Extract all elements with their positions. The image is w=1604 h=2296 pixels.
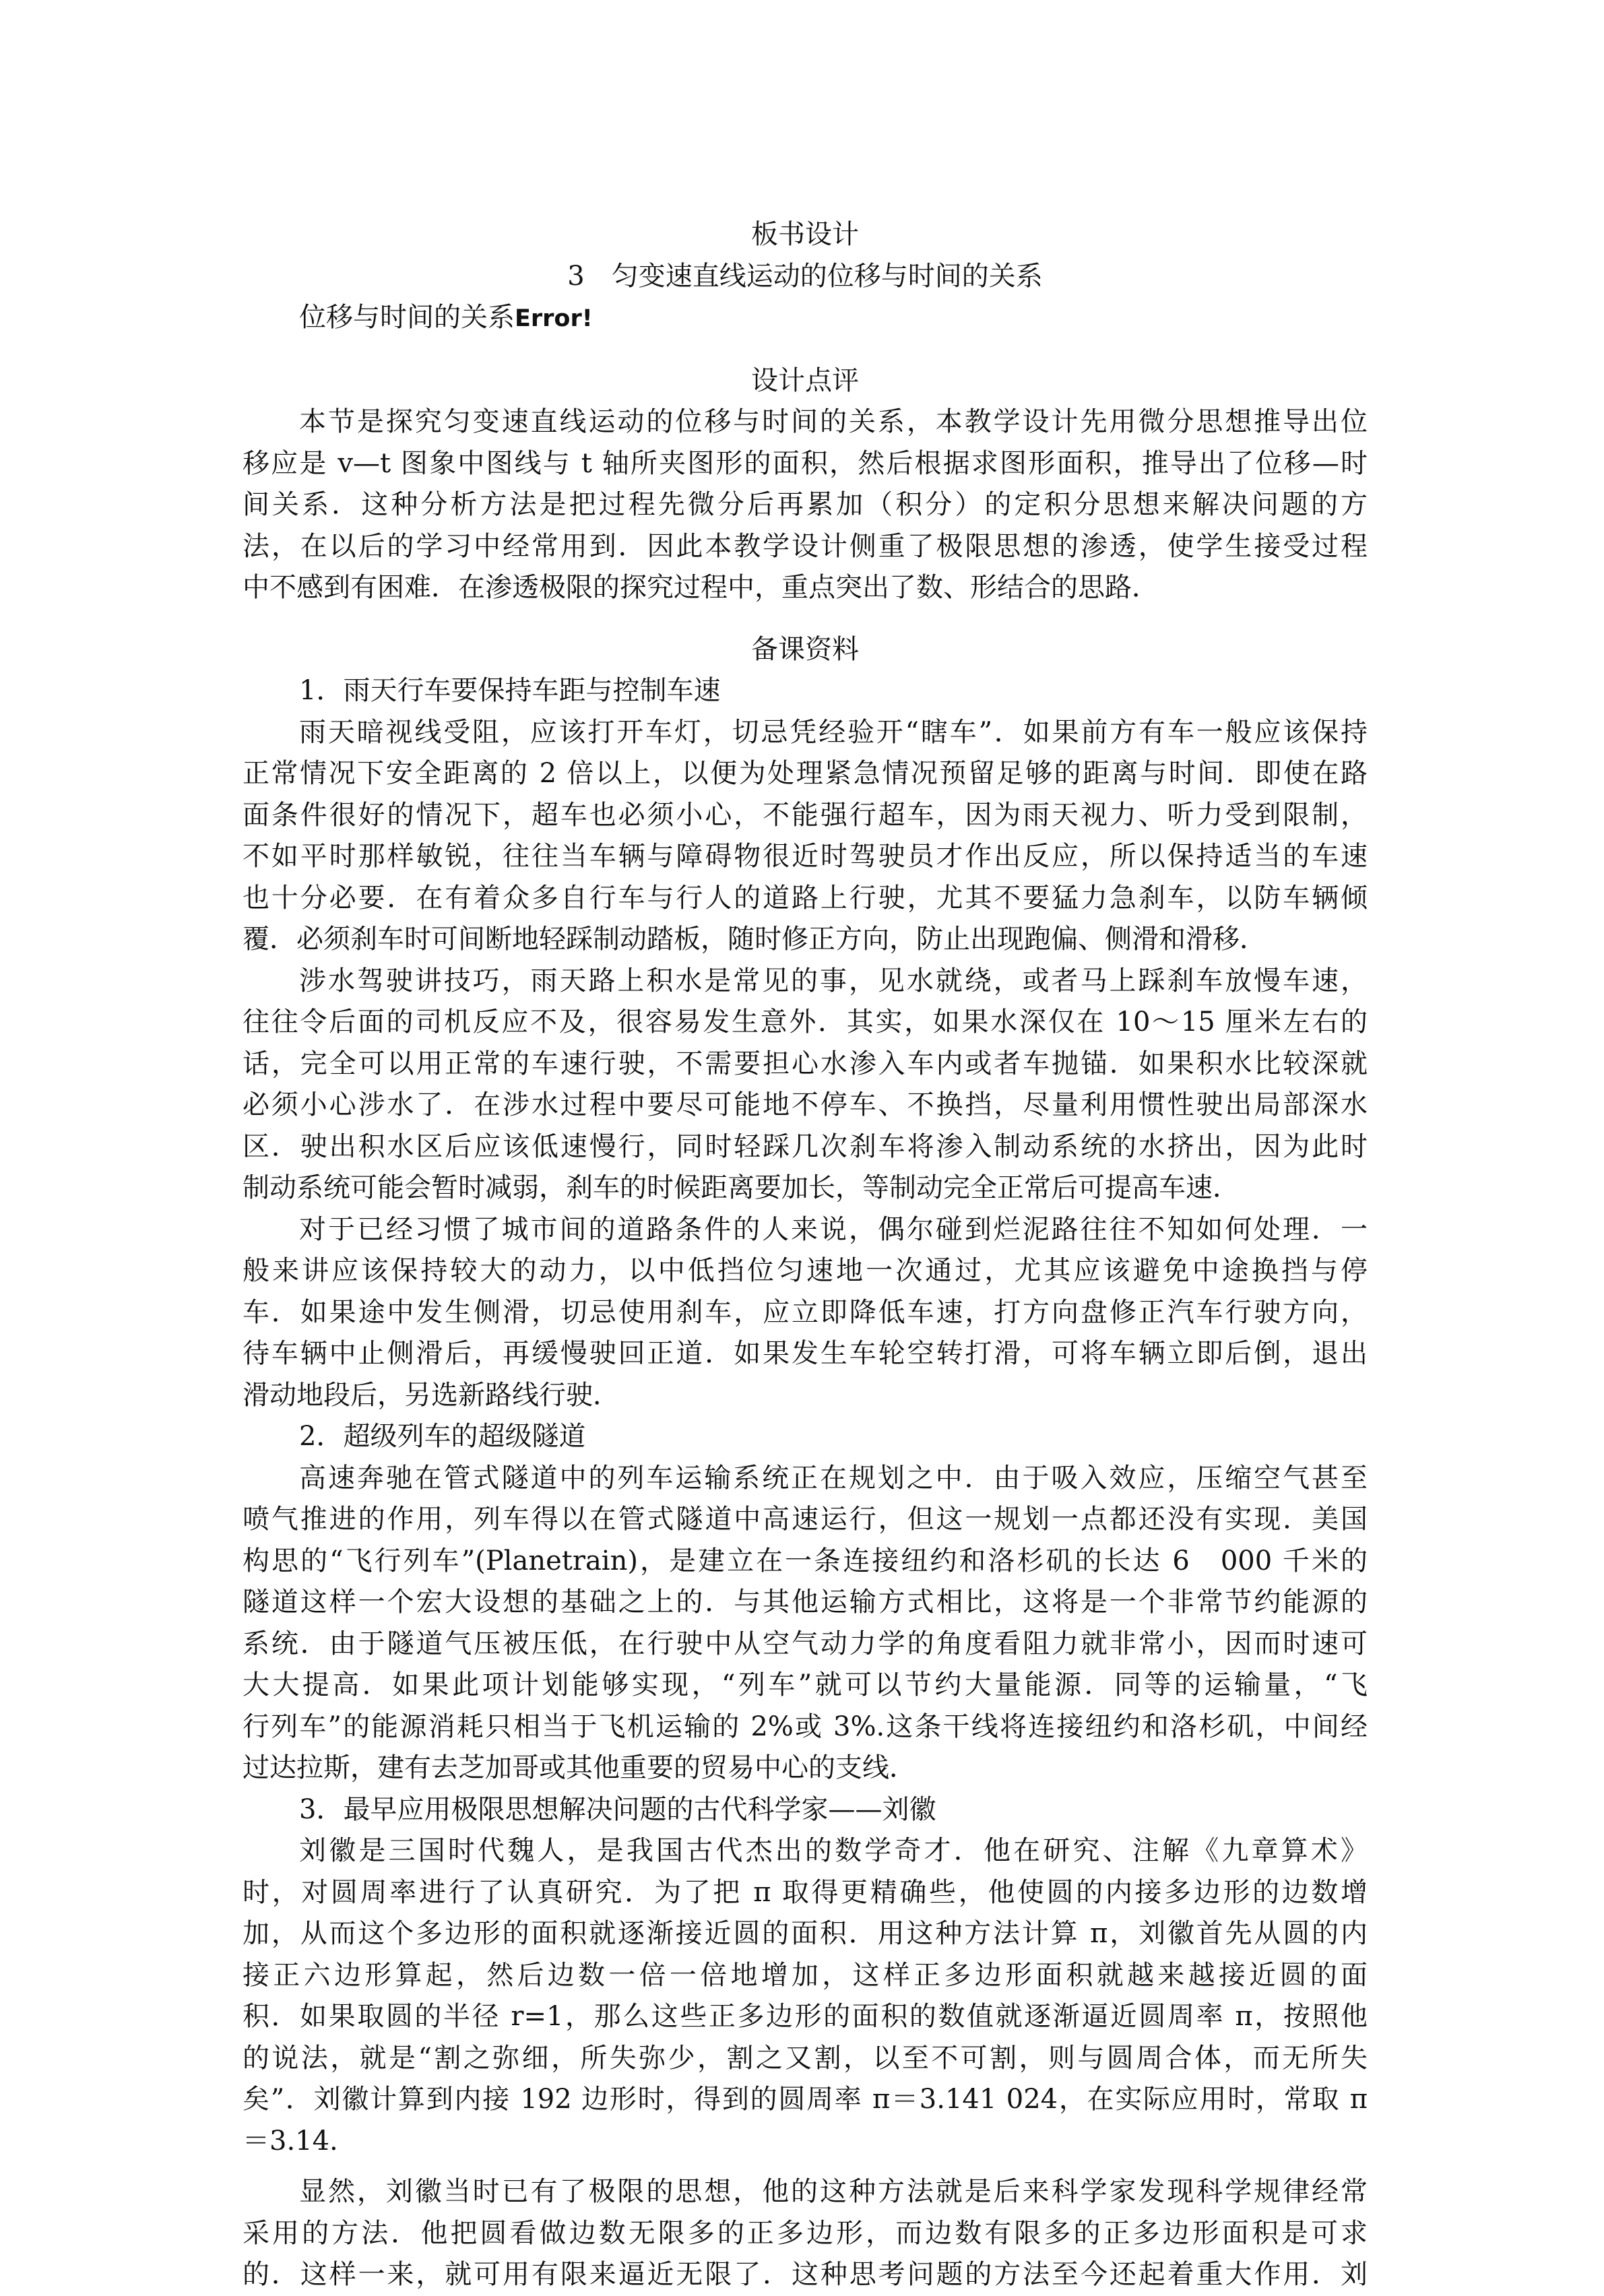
text-line: 采用的方法．他把圆看做边数无限多的正多边形，而边数有限多的正多边形面积是可求	[243, 2217, 1368, 2249]
text-line: 制动系统可能会暂时减弱，刹车的时候距离要加长，等制动完全正常后可提高车速．	[243, 1172, 1240, 1203]
text-line: 涉水驾驶讲技巧，雨天路上积水是常见的事，见水就绕，或者马上踩刹车放慢车速，	[299, 965, 1368, 996]
liu-hui-paragraph-2	[243, 2171, 1368, 2296]
section-heading-rain-driving: 1．雨天行车要保持车距与控制车速	[299, 675, 721, 706]
rain-driving-paragraph-2	[243, 961, 1368, 1209]
text-line: 中不感到有困难．在渗透极限的探究过程中，重点突出了数、形结合的思路．	[243, 572, 1159, 603]
section-heading-super-tunnel: 2．超级列车的超级隧道	[299, 1421, 586, 1452]
text-line: 面条件很好的情况下，超车也必须小心，不能强行超车，因为雨天视力、听力受到限制，	[243, 799, 1368, 831]
rain-driving-paragraph-1	[243, 712, 1368, 961]
text-line: 刘徽是三国时代魏人，是我国古代杰出的数学奇才．他在研究、注解《九章算术》	[299, 1835, 1368, 1866]
text-line: 覆．必须刹车时可间断地轻踩制动踏板，随时修正方向，防止出现跑偏、侧滑和滑移．	[243, 924, 1266, 955]
text-line: 正常情况下安全距离的 2 倍以上，以便为处理紧急情况预留足够的距离与时间．即使在路	[243, 758, 1368, 789]
text-line: 系统．由于隧道气压被压低，在行驶中从空气动力学的角度看阻力就非常小，因而时速可	[243, 1628, 1368, 1659]
text-line: 隧道这样一个宏大设想的基础之上的．与其他运输方式相比，这将是一个非常节约能源的	[243, 1587, 1368, 1618]
text-line: 时，对圆周率进行了认真研究．为了把 π 取得更精确些，他使圆的内接多边形的边数增	[243, 1876, 1368, 1908]
text-line: 过达拉斯，建有去芝加哥或其他重要的贸易中心的支线．	[243, 1752, 916, 1783]
text-line: 行列车”的能源消耗只相当于飞机运输的 2%或 3%.这条干线将连接纽约和洛杉矶，中间经	[243, 1711, 1368, 1742]
design-review-paragraph	[243, 402, 1368, 609]
board-relation-line	[243, 297, 1368, 340]
text-line: 喷气推进的作用，列车得以在管式隧道中高速运行，但这一规划一点都还没有实现．美国	[243, 1504, 1368, 1535]
board-design-title: 板书设计	[751, 219, 859, 250]
text-line: 滑动地段后，另选新路线行驶．	[243, 1379, 620, 1411]
lesson-subtitle: 3 匀变速直线运动的位移与时间的关系	[567, 260, 1043, 292]
text-line: 本节是探究匀变速直线运动的位移与时间的关系，本教学设计先用微分思想推导出位	[299, 406, 1368, 437]
materials-title: 备课资料	[751, 633, 859, 665]
page-content	[243, 214, 1368, 2296]
text-line: 法，在以后的学习中经常用到．因此本教学设计侧重了极限思想的渗透，使学生接受过程	[243, 530, 1368, 562]
text-line: 般来讲应该保持较大的动力，以中低挡位匀速地一次通过，尤其应该避免中途换挡与停	[243, 1255, 1368, 1286]
text-line: 移应是 v—t 图象中图线与 t 轴所夹图形的面积，然后根据求图形面积，推导出了位移—时	[243, 447, 1368, 479]
super-tunnel-paragraph	[243, 1458, 1368, 1789]
section-heading-liu-hui: 3．最早应用极限思想解决问题的古代科学家——刘徽	[299, 1793, 936, 1825]
text-line: 间关系．这种分析方法是把过程先微分后再累加（积分）的定积分思想来解决问题的方	[243, 489, 1368, 520]
text-line: 矣”．刘徽计算到内接 192 边形时，得到的圆周率 π＝3.141 024，在实际应用时，常取 π	[243, 2084, 1368, 2115]
text-line: ＝3.14.	[243, 2125, 338, 2157]
text-line: 高速奔驰在管式隧道中的列车运输系统正在规划之中．由于吸入效应，压缩空气甚至	[299, 1462, 1368, 1494]
text-line: 待车辆中止侧滑后，再缓慢驶回正道．如果发生车轮空转打滑，可将车辆立即后倒，退出	[243, 1338, 1368, 1369]
text-line: 车．如果途中发生侧滑，切忌使用刹车，应立即降低车速，打方向盘修正汽车行驶方向，	[243, 1296, 1368, 1328]
error-text: Error!	[515, 305, 593, 332]
design-review-title: 设计点评	[751, 364, 859, 396]
text-line: 区．驶出积水区后应该低速慢行，同时轻踩几次刹车将渗入制动系统的水挤出，因为此时	[243, 1130, 1368, 1162]
text-line: 也十分必要．在有着众多自行车与行人的道路上行驶，尤其不要猛力急刹车，以防车辆倾	[243, 882, 1368, 914]
relation-label: 位移与时间的关系	[299, 302, 515, 333]
text-line: 大大提高．如果此项计划能够实现，“列车”就可以节约大量能源．同等的运输量，“飞	[243, 1669, 1368, 1700]
text-line: 的．这样一来，就可用有限来逼近无限了．这种思考问题的方法至今还起着重大作用．刘	[243, 2259, 1368, 2290]
text-line: 对于已经习惯了城市间的道路条件的人来说，偶尔碰到烂泥路往往不知如何处理．一	[299, 1213, 1368, 1245]
text-line: 显然，刘徽当时已有了极限的思想，他的这种方法就是后来科学家发现科学规律经常	[299, 2176, 1368, 2207]
text-line: 接正六边形算起，然后边数一倍一倍地增加，这样正多边形面积就越来越接近圆的面	[243, 1959, 1368, 1991]
text-line: 雨天暗视线受阻，应该打开车灯，切忌凭经验开“瞎车”．如果前方有车一般应该保持	[299, 716, 1368, 748]
text-line: 往往令后面的司机反应不及，很容易发生意外．其实，如果水深仅在 10～15 厘米左右的	[243, 1007, 1368, 1038]
liu-hui-paragraph-1	[243, 1830, 1368, 2162]
text-line: 积．如果取圆的半径 r=1，那么这些正多边形的面积的数值就逐渐逼近圆周率 π，按照他	[243, 2001, 1368, 2032]
text-line: 的说法，就是“割之弥细，所失弥少，割之又割，以至不可割，则与圆周合体，而无所失	[243, 2042, 1368, 2074]
text-line: 必须小心涉水了．在涉水过程中要尽可能地不停车、不换挡，尽量利用惯性驶出局部深水	[243, 1089, 1368, 1120]
text-line: 话，完全可以用正常的车速行驶，不需要担心水渗入车内或者车抛锚．如果积水比较深就	[243, 1048, 1368, 1079]
rain-driving-paragraph-3	[243, 1209, 1368, 1417]
text-line: 构思的“飞行列车”(Planetrain)，是建立在一条连接纽约和洛杉矶的长达 6 000 千米的	[243, 1545, 1368, 1576]
text-line: 加，从而这个多边形的面积就逐渐接近圆的面积．用这种方法计算 π，刘徽首先从圆的内	[243, 1918, 1368, 1949]
text-line: 不如平时那样敏锐，往往当车辆与障碍物很近时驾驶员才作出反应，所以保持适当的车速	[243, 841, 1368, 872]
